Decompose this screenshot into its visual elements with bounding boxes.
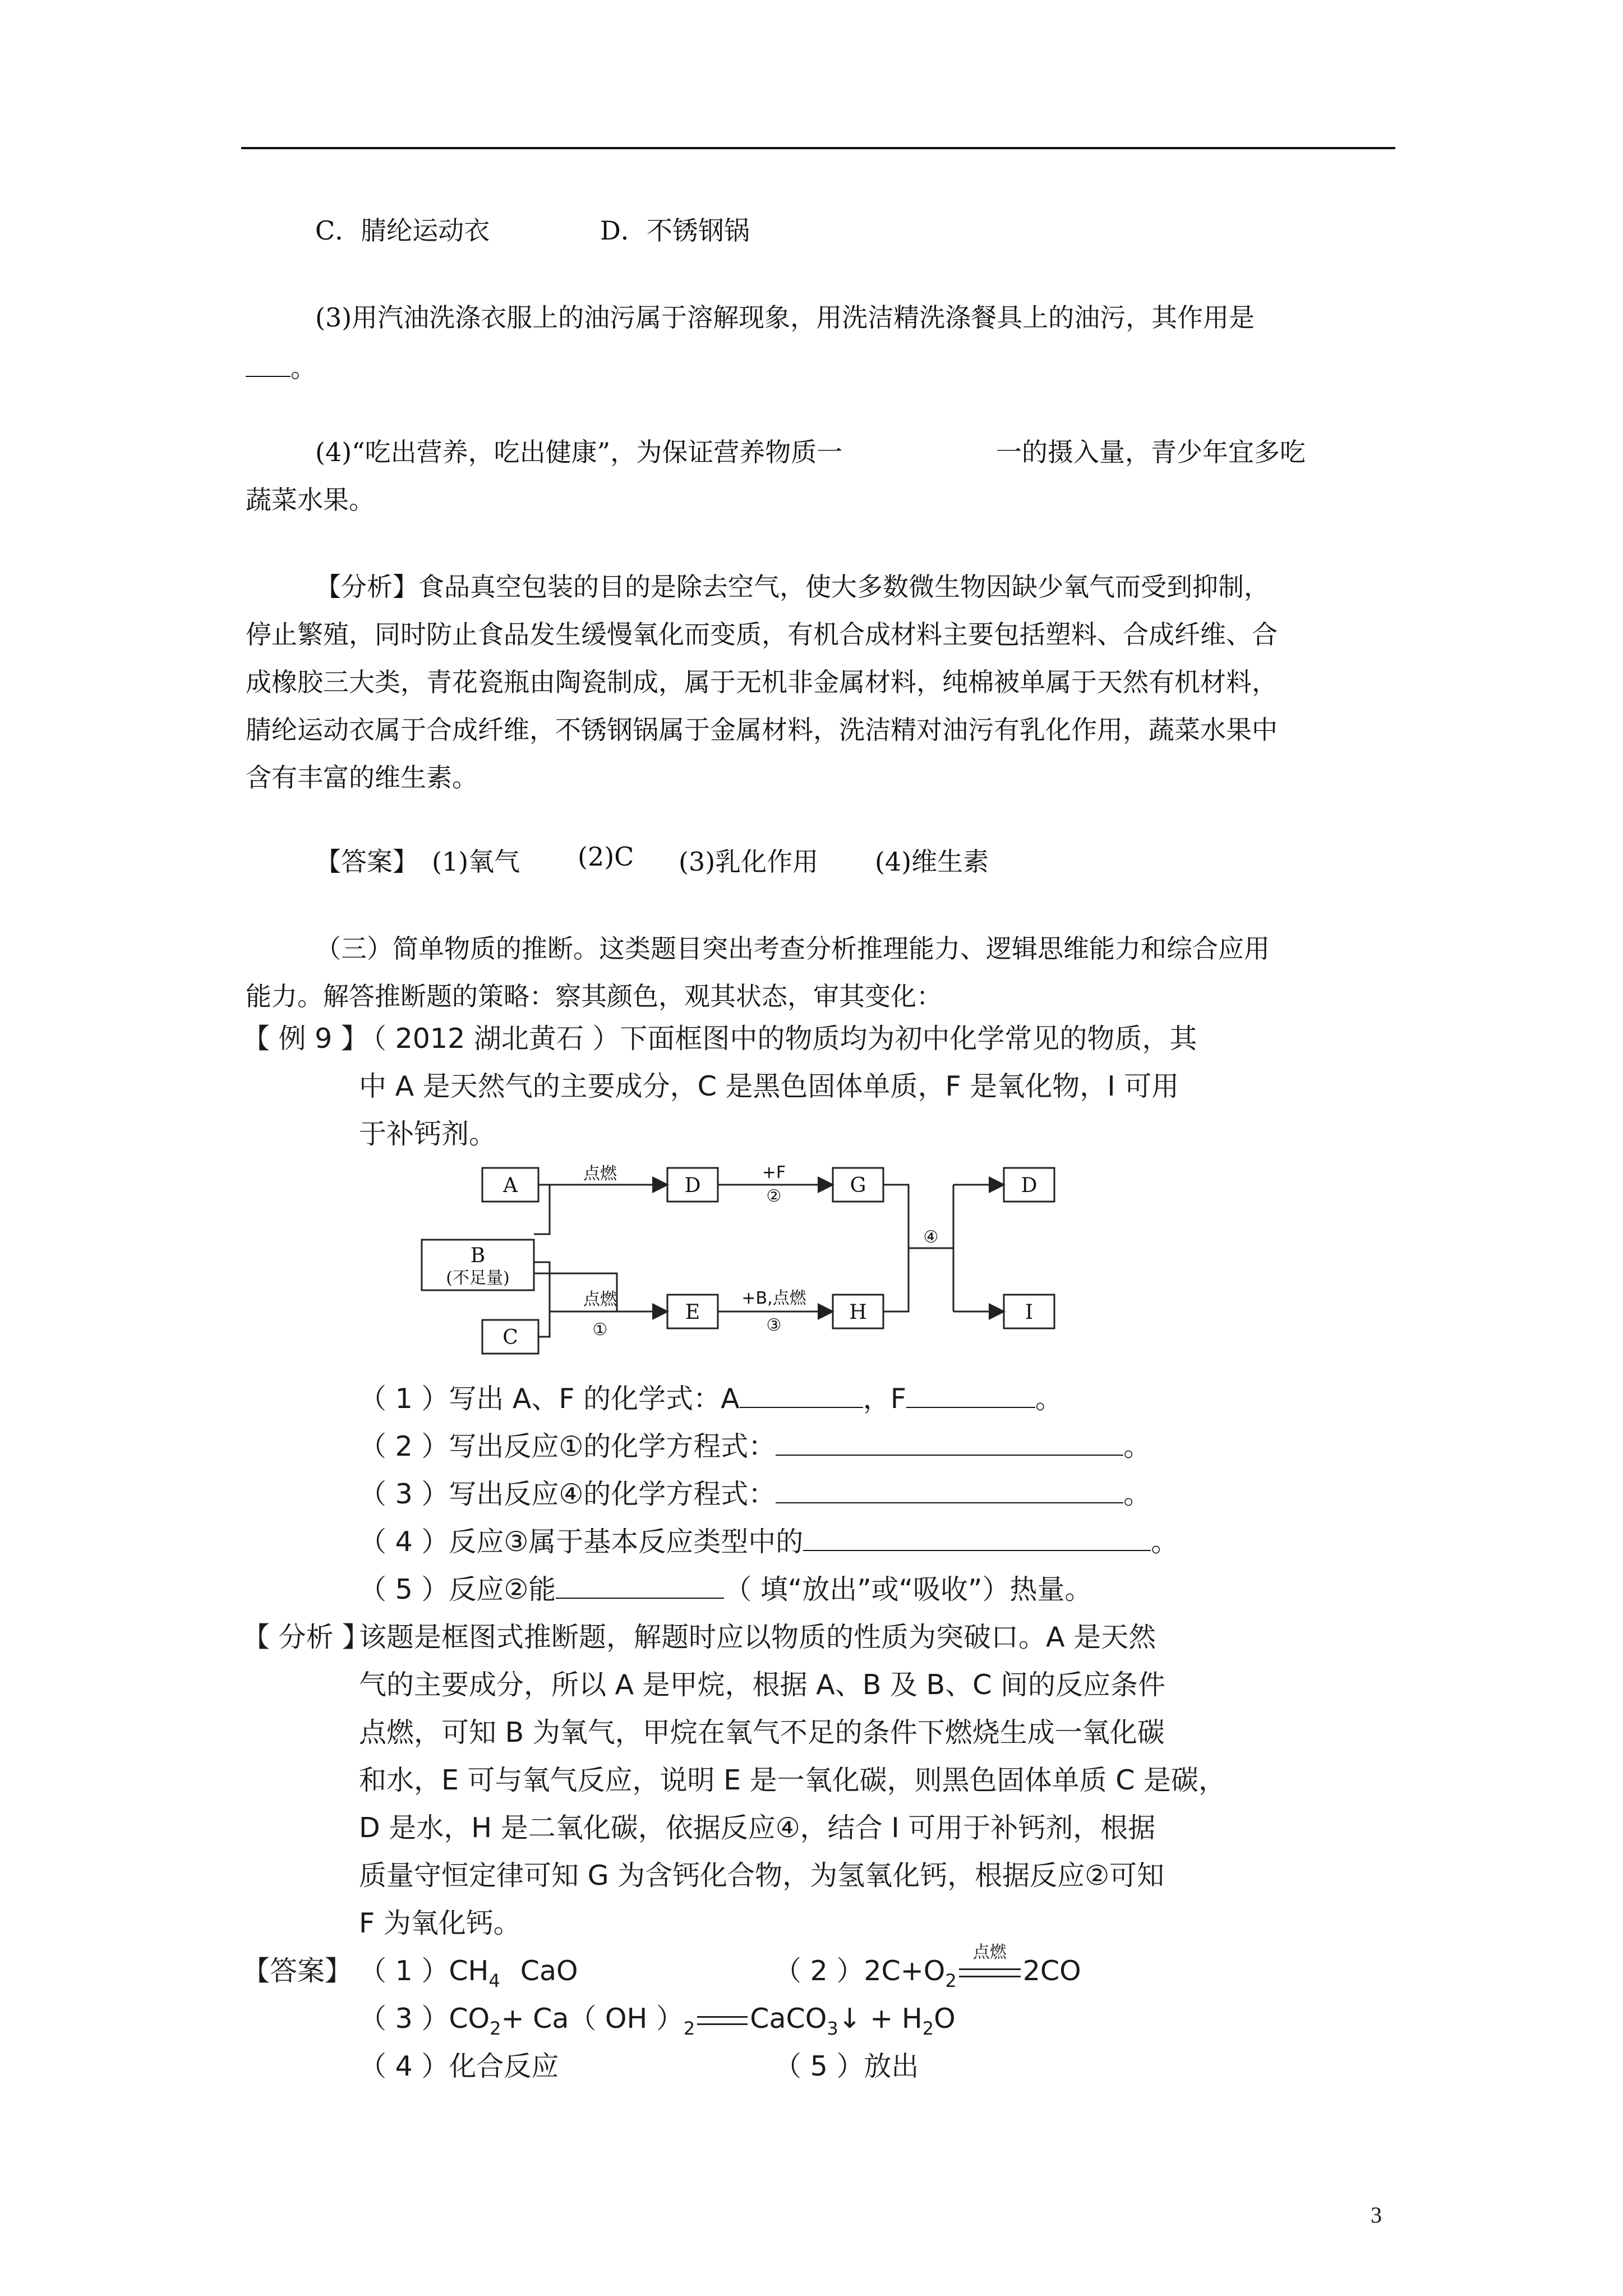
- answer-blank: [740, 1388, 863, 1408]
- reaction-4-mark: ④: [923, 1227, 939, 1247]
- analysis-line: F 为氧化钙。: [359, 1907, 521, 1939]
- sub-question-5: [359, 1568, 1092, 1607]
- condition-plus-b: +B,点燃: [741, 1289, 806, 1308]
- example-line: 中 A 是天然气的主要成分，C 是黑色固体单质，F 是氧化物，I 可用: [359, 1070, 1179, 1102]
- answer-label: 【答案】: [315, 846, 418, 877]
- q4-end: 。: [1151, 1526, 1179, 1558]
- reaction-2-mark: ②: [766, 1186, 782, 1206]
- analysis-line: D 是水，H 是二氧化碳，依据反应④，结合 I 可用于补钙剂，根据: [359, 1812, 1156, 1844]
- q5-text: （ 5 ）反应②能: [359, 1573, 556, 1605]
- sub-question-3: [359, 1473, 1151, 1512]
- sub-question-2: [359, 1425, 1151, 1464]
- box-d2-label: D: [1021, 1174, 1038, 1197]
- box-b-note: (不足量): [446, 1268, 510, 1288]
- answer-1: [359, 1949, 578, 1991]
- eq-part: CaCO: [750, 2003, 827, 2035]
- sub-question-4: [359, 1520, 1178, 1559]
- box-i-label: I: [1025, 1301, 1034, 1324]
- analysis-line: 和水，E 可与氧气反应，说明 E 是一氧化碳，则黑色固体单质 C 是碳，: [359, 1764, 1227, 1796]
- analysis-line: 点燃，可知 B 为氧气，甲烷在氧气不足的条件下燃烧生成一氧化碳: [359, 1717, 1165, 1749]
- answer-blank: [556, 1579, 724, 1599]
- question-3-blank-line: [246, 348, 316, 385]
- question-3-tail: 。: [291, 353, 316, 383]
- answer-blank: [803, 1531, 1151, 1551]
- analysis-line: 该题是框图式推断题，解题时应以物质的性质为突破口。A 是天然: [359, 1621, 1156, 1653]
- analysis-line: 气的主要成分，所以 A 是甲烷，根据 A、B 及 B、C 间的反应条件: [359, 1669, 1165, 1701]
- eq-part: + Ca（ OH ）: [501, 2003, 684, 2035]
- box-a-label: A: [503, 1174, 518, 1197]
- subscript: 2: [683, 2018, 695, 2039]
- page-number: 3: [1371, 2202, 1382, 2228]
- eq-part: O: [934, 2003, 956, 2035]
- q3-text: （ 3 ）写出反应④的化学方程式：: [359, 1478, 776, 1510]
- subscript: 2: [490, 2018, 501, 2039]
- eq-part: （ 3 ）CO: [359, 2003, 490, 2035]
- answer-3: [359, 1997, 956, 2039]
- box-g-label: G: [850, 1174, 866, 1197]
- reaction-1-mark: ①: [592, 1320, 608, 1340]
- answer-item: (4)维生素: [875, 846, 989, 877]
- example-line: 于补钙剂。: [359, 1118, 497, 1150]
- q1-text-b: ，F: [863, 1383, 906, 1415]
- question-3-text: (3)用汽油洗涤衣服上的油污属于溶解现象，用洗洁精洗涤餐具上的油污，其作用是: [315, 302, 1255, 333]
- q2-end: 。: [1123, 1430, 1151, 1462]
- reaction-3-mark: ③: [766, 1315, 782, 1335]
- answer-blank: [776, 1483, 1123, 1503]
- box-c-label: C: [502, 1326, 518, 1349]
- answer-1-formula-b: CaO: [520, 1955, 578, 1987]
- q1-end: 。: [1035, 1383, 1063, 1415]
- condition-burn-2: 点燃: [583, 1290, 617, 1309]
- analysis-line: 成橡胶三大类，青花瓷瓶由陶瓷制成，属于无机非金属材料，纯棉被单属于天然有机材料，: [246, 667, 1278, 697]
- answer-2-product: 2CO: [1022, 1955, 1081, 1987]
- answer-1-formula: （ 1 ）CH: [359, 1955, 489, 1987]
- question-4-line2: 蔬菜水果。: [246, 485, 375, 515]
- box-e-label: E: [685, 1301, 700, 1324]
- section-3-line1: （三）简单物质的推断。这类题目突出考查分析推理能力、逻辑思维能力和综合应用: [315, 933, 1270, 964]
- answer-2-reactants: （ 2 ）2C+O: [774, 1955, 946, 1987]
- subscript: 3: [827, 2018, 838, 2039]
- eq-part: ↓ + H: [838, 2003, 923, 2035]
- condition-label: 点燃: [972, 1943, 1007, 1962]
- q2-text: （ 2 ）写出反应①的化学方程式：: [359, 1430, 776, 1462]
- analysis-line: 含有丰富的维生素。: [246, 762, 478, 793]
- answer-2: [774, 1943, 1081, 1991]
- header-rule: [241, 147, 1395, 149]
- answer-item: (2)C: [578, 841, 634, 872]
- condition-burn-1: 点燃: [583, 1164, 617, 1184]
- answer-4: （ 4 ）化合反应: [359, 2050, 559, 2082]
- answer-blank: [906, 1388, 1035, 1408]
- example-label: 【 例 9 】: [242, 1023, 368, 1055]
- subscript: 2: [922, 2018, 934, 2039]
- q4-text: （ 4 ）反应③属于基本反应类型中的: [359, 1526, 804, 1558]
- reaction-condition: [957, 1943, 1023, 1987]
- q1-text: （ 1 ）写出 A、F 的化学式：A: [359, 1383, 740, 1415]
- answer-blank: [776, 1435, 1123, 1456]
- box-h-label: H: [849, 1301, 867, 1324]
- question-4-line1a: (4)“吃出营养，吃出健康”，为保证营养物质一: [315, 437, 843, 467]
- q3-end: 。: [1123, 1478, 1151, 1510]
- analysis-line: 质量守恒定律可知 G 为含钙化合物，为氢氧化钙，根据反应②可知: [359, 1860, 1165, 1892]
- condition-plus-f: +F: [762, 1163, 786, 1182]
- analysis-line: 停止繁殖，同时防止食品发生缓慢氧化而变质，有机合成材料主要包括塑料、合成纤维、合: [246, 619, 1278, 650]
- reaction-flow-diagram: [415, 1161, 1088, 1363]
- subscript: 2: [945, 1970, 957, 1991]
- question-4-line1b: 一的摄入量，青少年宜多吃: [996, 437, 1306, 467]
- option-c: C．腈纶运动衣: [315, 215, 490, 246]
- answer-item: (1)氧气: [432, 846, 520, 877]
- option-d: D．不锈钢锅: [600, 215, 750, 246]
- q5-text-b: （ 填“放出”或“吸收”）热量。: [724, 1573, 1092, 1605]
- example-line: （ 2012 湖北黄石 ）下面框图中的物质均为初中化学常见的物质，其: [359, 1023, 1197, 1055]
- answer-blank: [246, 359, 291, 377]
- answer-5: （ 5 ）放出: [774, 2050, 919, 2082]
- analysis-line: 【分析】食品真空包装的目的是除去空气，使大多数微生物因缺少氧气而受到抑制，: [315, 572, 1270, 602]
- sub-question-1: [359, 1377, 1063, 1416]
- subscript: 4: [488, 1970, 500, 1991]
- box-b-label: B: [470, 1244, 486, 1267]
- box-d-label: D: [684, 1174, 701, 1197]
- section-3-line2: 能力。解答推断题的策略：察其颜色，观其状态，审其变化：: [246, 981, 942, 1011]
- equals-sign: [959, 1968, 1021, 1977]
- equals-sign: [697, 2016, 748, 2025]
- answer-item: (3)乳化作用: [679, 846, 819, 877]
- answer-label: 【答案】: [242, 1955, 353, 1987]
- analysis-line: 腈纶运动衣属于合成纤维，不锈钢锅属于金属材料，洗洁精对油污有乳化作用，蔬菜水果中: [246, 715, 1278, 745]
- analysis-label: 【 分析 】: [242, 1621, 370, 1653]
